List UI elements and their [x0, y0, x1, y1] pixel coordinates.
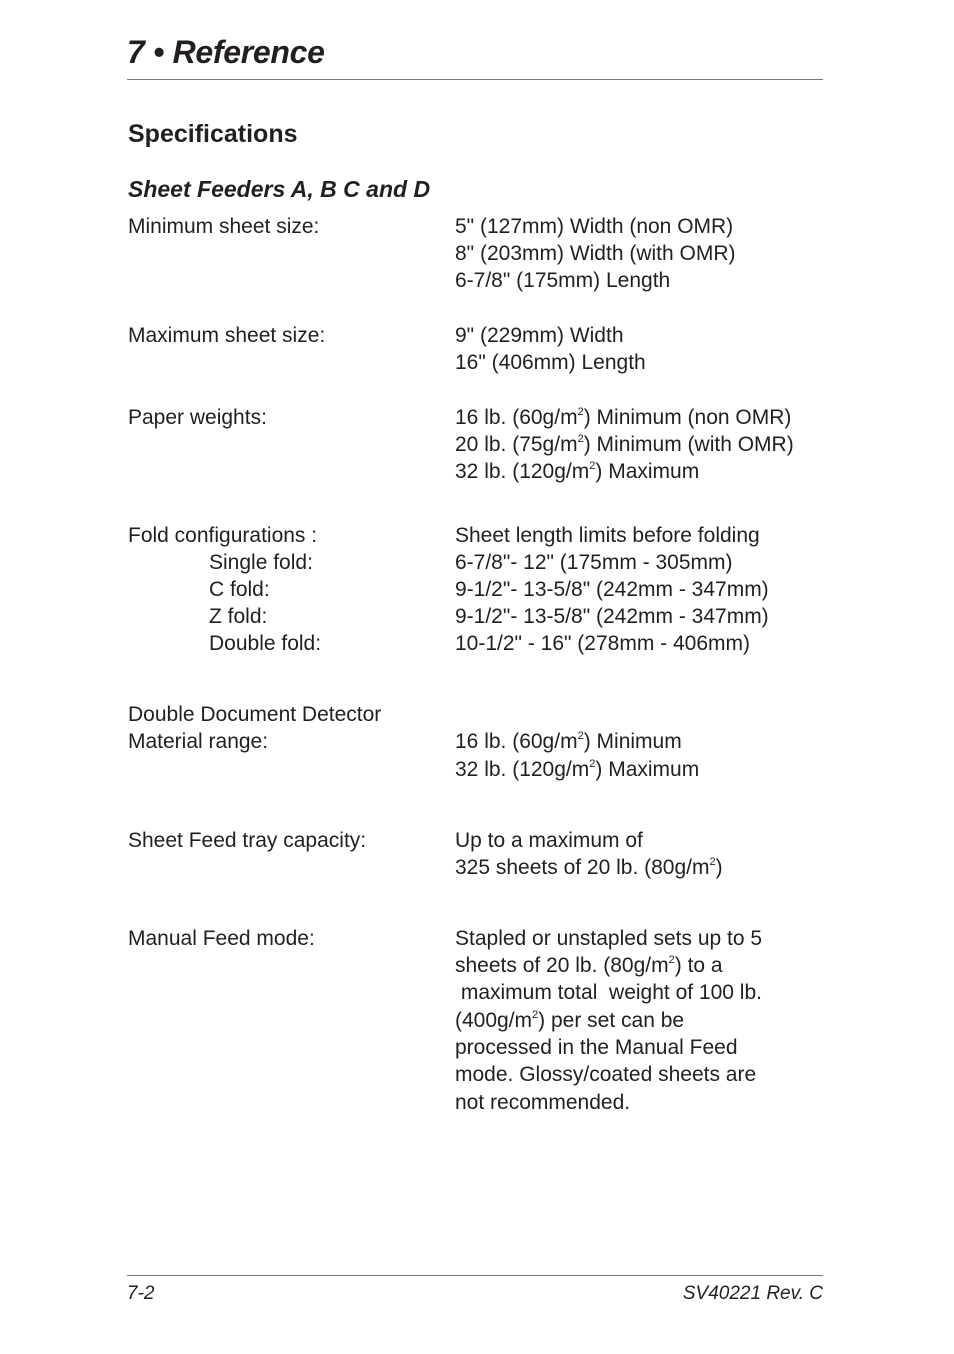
double-fold-value: 10-1/2" - 16" (278mm - 406mm)	[455, 632, 751, 655]
fold-config-intro: Sheet length limits before folding	[455, 524, 760, 547]
ddd-material-range-label: Material range:	[128, 730, 269, 753]
manual-feed-value-4: $(400g/m^2)$ per set can be	[455, 1009, 685, 1032]
manual-feed-value-1: Stapled or unstapled sets up to 5	[455, 927, 763, 950]
paper-weights-value-1: 16 lb. $(60g/m^2)$ Minimum (non OMR)	[455, 406, 792, 429]
paper-weights-value-2: 20 lb. $(75g/m^2)$ Minimum (with OMR)	[455, 433, 794, 456]
fold-config-label: Fold configurations :	[128, 524, 318, 547]
max-sheet-value-1: 9" (229mm) Width	[455, 324, 624, 347]
paper-weights-value-3: 32 lb. $(120g/m^2)$ Maximum	[455, 460, 700, 483]
ddd-value-2: 32 lb. $(120g/m^2)$ Maximum	[455, 758, 700, 781]
doc-id: SV40221 Rev. C	[682, 1283, 823, 1304]
tray-capacity-value-2: 325 sheets of 20 lb. $(80g/m^2)$	[455, 856, 723, 879]
subsection-title: Sheet Feeders A, B C and D	[128, 176, 431, 202]
manual-feed-value-7: not recommended.	[455, 1091, 631, 1114]
min-sheet-value-3: 6-7/8" (175mm) Length	[455, 269, 671, 292]
min-sheet-label: Minimum sheet size:	[128, 215, 320, 238]
ddd-value-1: 16 lb. $(60g/m^2)$ Minimum	[455, 730, 682, 753]
chapter-title: 7 • Reference	[127, 34, 325, 70]
single-fold-label: Single fold:	[209, 551, 313, 574]
c-fold-label: C fold:	[209, 578, 270, 601]
z-fold-label: Z fold:	[209, 605, 268, 628]
footer-rule	[127, 1275, 823, 1276]
manual-feed-value-2: sheets of 20 lb. $(80g/m^2)$ to a	[455, 954, 723, 977]
paper-weights-label: Paper weights:	[128, 406, 267, 429]
z-fold-value: 9-1/2"- 13-5/8" (242mm - 347mm)	[455, 605, 769, 628]
section-title: Specifications	[128, 120, 298, 148]
double-fold-label: Double fold:	[209, 632, 322, 655]
max-sheet-value-2: 16" (406mm) Length	[455, 351, 646, 374]
manual-feed-value-3: maximum total weight of 100 lb.	[455, 981, 762, 1004]
page-number: 7-2	[127, 1283, 155, 1304]
single-fold-value: 6-7/8"- 12" (175mm - 305mm)	[455, 551, 733, 574]
tray-capacity-value-1: Up to a maximum of	[455, 829, 643, 852]
manual-feed-value-6: mode. Glossy/coated sheets are	[455, 1063, 757, 1086]
max-sheet-label: Maximum sheet size:	[128, 324, 326, 347]
manual-feed-value-5: processed in the Manual Feed	[455, 1036, 738, 1059]
min-sheet-value-1: 5" (127mm) Width (non OMR)	[455, 215, 734, 238]
manual-feed-label: Manual Feed mode:	[128, 927, 315, 950]
ddd-label: Double Document Detector	[128, 703, 382, 726]
header-rule	[127, 79, 823, 80]
tray-capacity-label: Sheet Feed tray capacity:	[128, 829, 367, 852]
c-fold-value: 9-1/2"- 13-5/8" (242mm - 347mm)	[455, 578, 769, 601]
min-sheet-value-2: 8" (203mm) Width (with OMR)	[455, 242, 736, 265]
